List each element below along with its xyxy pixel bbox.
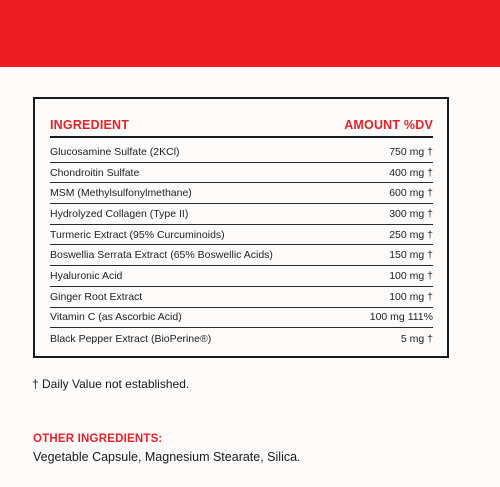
ingredient-name: Ginger Root Extract	[50, 290, 143, 303]
ingredient-name: Vitamin C (as Ascorbic Acid)	[50, 311, 182, 324]
table-row	[50, 183, 433, 204]
daily-value-footnote: † Daily Value not established.	[32, 377, 190, 391]
ingredient-name: Glucosamine Sulfate (2KCl)	[50, 145, 180, 158]
table-header	[50, 117, 433, 133]
ingredient-name: MSM (Methylsulfonylmethane)	[50, 187, 192, 200]
table-row	[50, 308, 433, 329]
ingredient-column-header: INGREDIENT	[50, 118, 130, 132]
ingredient-name: Turmeric Extract (95% Curcuminoids)	[50, 228, 225, 241]
table-row	[50, 204, 433, 225]
ingredient-amount: 100 mg †	[389, 269, 433, 282]
amount-column-header: AMOUNT %DV	[344, 118, 433, 132]
table-row	[50, 266, 433, 287]
ingredient-amount: 300 mg †	[389, 207, 433, 220]
ingredient-name: Hydrolyzed Collagen (Type II)	[50, 207, 189, 220]
ingredient-amount: 400 mg †	[389, 166, 433, 179]
ingredient-amount: 750 mg †	[389, 145, 433, 158]
ingredient-name: Boswellia Serrata Extract (65% Boswellic Acids)	[50, 249, 273, 262]
ingredient-amount: 250 mg †	[389, 228, 433, 241]
ingredient-amount: 5 mg †	[400, 332, 433, 345]
top-banner	[0, 0, 500, 67]
ingredient-amount: 100 mg †	[389, 290, 433, 303]
table-row	[50, 142, 433, 163]
other-ingredients-text: Vegetable Capsule, Magnesium Stearate, Silica.	[33, 450, 301, 464]
header-divider	[50, 136, 433, 138]
other-ingredients-title: OTHER INGREDIENTS:	[33, 433, 163, 445]
ingredient-name: Chondroitin Sulfate	[50, 166, 140, 179]
ingredient-name: Black Pepper Extract (BioPerine®)	[50, 332, 212, 345]
ingredient-amount: 600 mg †	[389, 187, 433, 200]
table-row	[50, 328, 433, 349]
ingredient-name: Hyaluronic Acid	[50, 269, 123, 282]
ingredient-list	[50, 142, 433, 349]
ingredient-amount: 100 mg 111%	[369, 311, 433, 324]
table-row	[50, 287, 433, 308]
table-row	[50, 245, 433, 266]
table-row	[50, 163, 433, 184]
table-row	[50, 225, 433, 246]
supplement-facts-panel	[33, 97, 449, 358]
ingredient-amount: 150 mg †	[389, 249, 433, 262]
